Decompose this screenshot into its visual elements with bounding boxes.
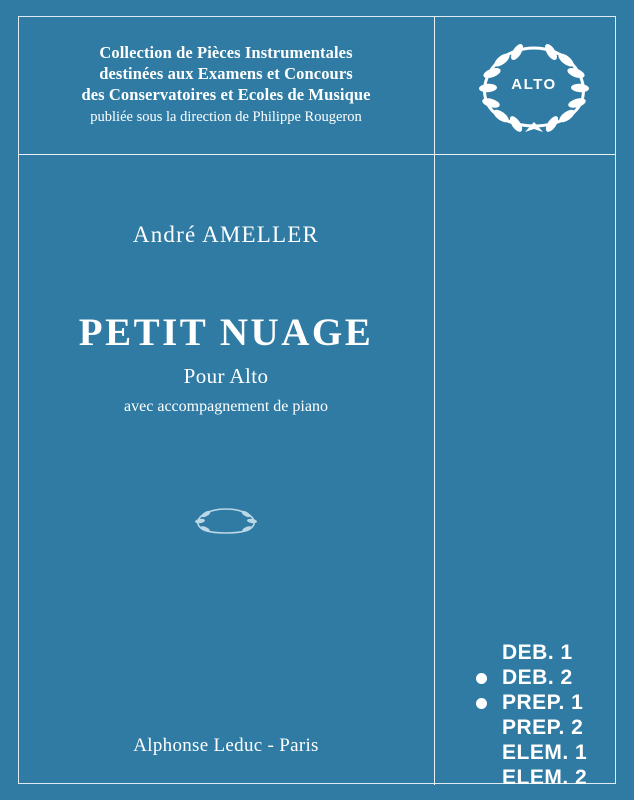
publisher-name: Alphonse Leduc - Paris — [133, 735, 319, 756]
collection-line-1: Collection de Pièces Instrumentales — [99, 43, 353, 62]
level-marker-dot — [476, 773, 487, 784]
laurel-emblem — [455, 34, 613, 134]
subtitle: Pour Alto — [183, 364, 269, 388]
composer-name — [28, 222, 424, 248]
accompaniment-note: avec accompagnement de piano — [124, 398, 328, 415]
level-label: PREP. 2 — [502, 716, 584, 739]
header-divider-horizontal — [19, 154, 615, 155]
level-item-deb-1 — [468, 640, 618, 665]
level-list — [468, 640, 618, 790]
composer-first-name: André — [132, 222, 197, 247]
collection-header — [28, 42, 424, 127]
level-marker-dot — [476, 723, 487, 734]
collection-line-2: destinées aux Examens et Concours — [99, 64, 353, 84]
level-item-prep-1 — [468, 690, 618, 715]
level-label: DEB. 2 — [502, 666, 573, 689]
level-marker-dot — [476, 673, 487, 684]
level-marker-dot — [476, 698, 487, 709]
level-label: ELEM. 1 — [502, 741, 588, 764]
page-title: PETIT NUAGE — [78, 311, 374, 354]
collection-line-3: des Conservatoires et Ecoles de Musique — [81, 85, 371, 105]
collection-direction: publiée sous la direction de Philippe Rougeron — [90, 109, 362, 126]
level-label: PREP. 1 — [502, 691, 584, 714]
level-label: DEB. 1 — [502, 641, 573, 664]
composer-last-name: AMELLER — [202, 222, 320, 247]
level-label: ELEM. 2 — [502, 766, 588, 789]
level-item-prep-2 — [468, 715, 618, 740]
level-item-deb-2 — [468, 665, 618, 690]
level-marker-dot — [476, 648, 487, 659]
emblem-divider-vertical — [434, 17, 435, 785]
instrument-label: ALTO — [511, 76, 557, 93]
level-marker-dot — [476, 748, 487, 759]
level-item-elem-2 — [468, 765, 618, 790]
level-item-elem-1 — [468, 740, 618, 765]
small-laurel-ornament-icon — [186, 505, 266, 535]
